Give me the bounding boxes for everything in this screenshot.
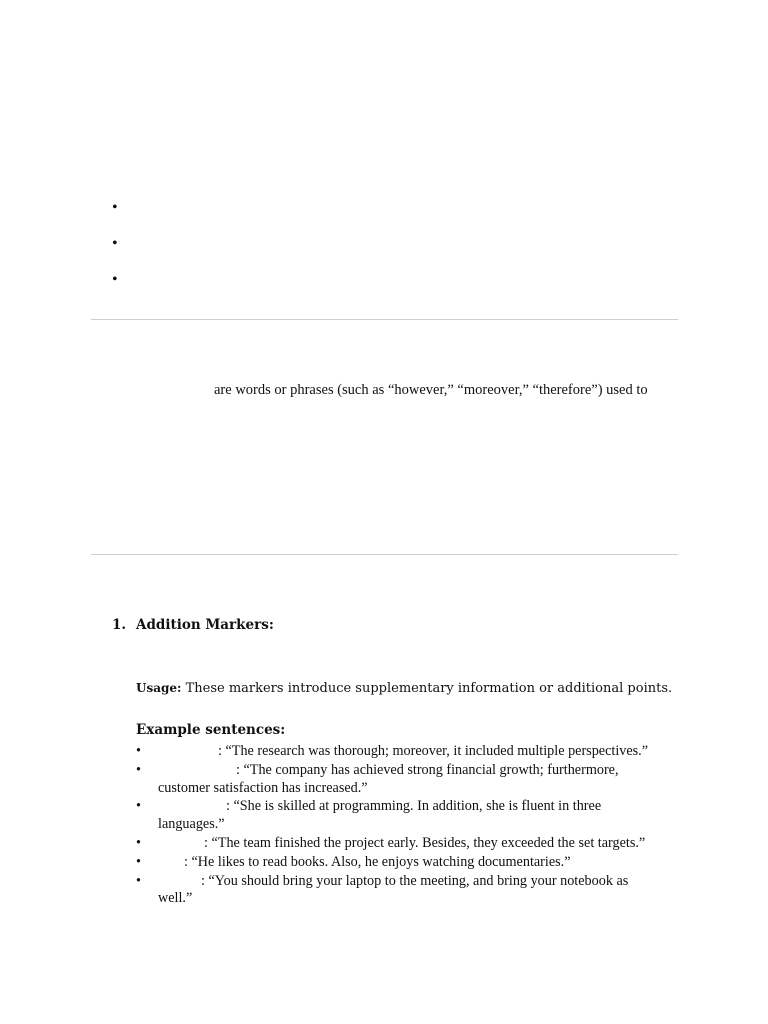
example-sentence — [136, 854, 676, 872]
definition-text: are words or phrases (such as “however,” “moreover,” “therefore”) used to — [214, 382, 648, 398]
example-sentence-list — [136, 743, 676, 909]
example-text-continued: customer satisfaction has increased.” — [158, 779, 368, 796]
bullet-icon: • — [136, 834, 141, 851]
example-text: : “You should bring your laptop to the meeting, and bring your notebook as — [201, 872, 629, 889]
section-heading — [112, 615, 274, 635]
horizontal-divider — [91, 554, 678, 555]
usage-paragraph — [136, 678, 672, 699]
example-sentence — [136, 743, 676, 761]
section-number: 1. — [112, 617, 127, 633]
usage-label: Usage: — [136, 681, 182, 695]
example-text-continued: languages.” — [158, 816, 225, 833]
example-sentence — [136, 873, 676, 909]
example-text: : “The research was thorough; moreover, it included multiple perspectives.” — [218, 743, 649, 759]
bullet-icon: • — [136, 761, 141, 778]
bullet-icon: • — [136, 743, 141, 759]
bullet-icon: • — [136, 798, 141, 815]
bullet-icon: • — [112, 199, 118, 216]
example-text: : “He likes to read books. Also, he enjoys watching documentaries.” — [184, 853, 571, 870]
section-title: Addition Markers: — [136, 617, 274, 633]
example-sentence — [136, 835, 676, 853]
example-text: : “The team finished the project early. Besides, they exceeded the set targets.” — [204, 834, 646, 851]
horizontal-divider — [91, 319, 678, 320]
bullet-icon: • — [136, 872, 141, 889]
bullet-icon: • — [112, 271, 118, 288]
bullet-icon: • — [112, 235, 118, 252]
example-text-continued: well.” — [158, 890, 193, 907]
bullet-icon: • — [136, 853, 141, 870]
usage-text: These markers introduce supplementary information or additional points. — [181, 681, 673, 696]
example-sentence — [136, 798, 676, 834]
example-text: : “The company has achieved strong financial growth; furthermore, — [236, 761, 619, 778]
example-text: : “She is skilled at programming. In addition, she is fluent in three — [226, 798, 602, 815]
examples-heading: Example sentences: — [136, 722, 286, 738]
example-sentence — [136, 762, 676, 798]
